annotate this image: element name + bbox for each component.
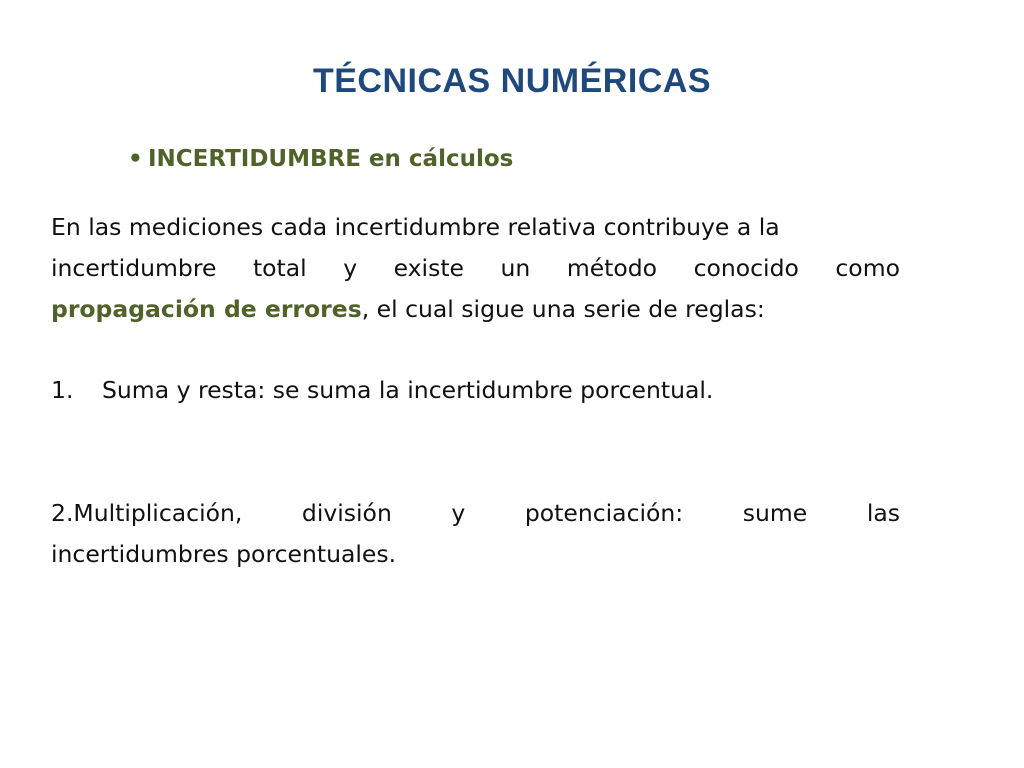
word: las [866, 499, 900, 527]
word: método [566, 254, 658, 282]
bullet-dot-icon: • [128, 146, 143, 172]
word: conocido [693, 254, 799, 282]
bullet-text: INCERTIDUMBRE en cálculos [148, 146, 514, 172]
rule-2-line-1 [51, 493, 900, 534]
rule-1 [51, 370, 900, 411]
word: y [451, 499, 466, 527]
paragraph-line-3 [51, 289, 900, 330]
word: total [252, 254, 307, 282]
paragraph-line-1 [51, 207, 900, 248]
word: existe [393, 254, 465, 282]
rule-2-line-2: incertidumbres porcentuales. [51, 540, 397, 568]
word: sume [742, 499, 808, 527]
rule-1-number: 1. [51, 376, 74, 404]
paragraph-line-3-rest: , el cual sigue una serie de reglas: [361, 295, 765, 323]
word: como [835, 254, 900, 282]
highlight-term: propagación de errores [51, 295, 362, 323]
paragraph-line-2 [51, 248, 900, 289]
word: potenciación: [524, 499, 684, 527]
word: 2.Multiplicación, [51, 499, 243, 527]
intro-paragraph [51, 207, 900, 330]
rule-1-text: Suma y resta: se suma la incertidumbre porcentual. [102, 376, 714, 404]
word: división [301, 499, 392, 527]
word: y [343, 254, 358, 282]
slide-title: TÉCNICAS NUMÉRICAS [312, 62, 712, 100]
rule-2 [51, 493, 900, 575]
word: un [500, 254, 531, 282]
bullet-item [128, 146, 513, 172]
word: incertidumbre [51, 254, 217, 282]
paragraph-line-1-text: En las mediciones cada incertidumbre relativa contribuye a la [51, 213, 780, 241]
